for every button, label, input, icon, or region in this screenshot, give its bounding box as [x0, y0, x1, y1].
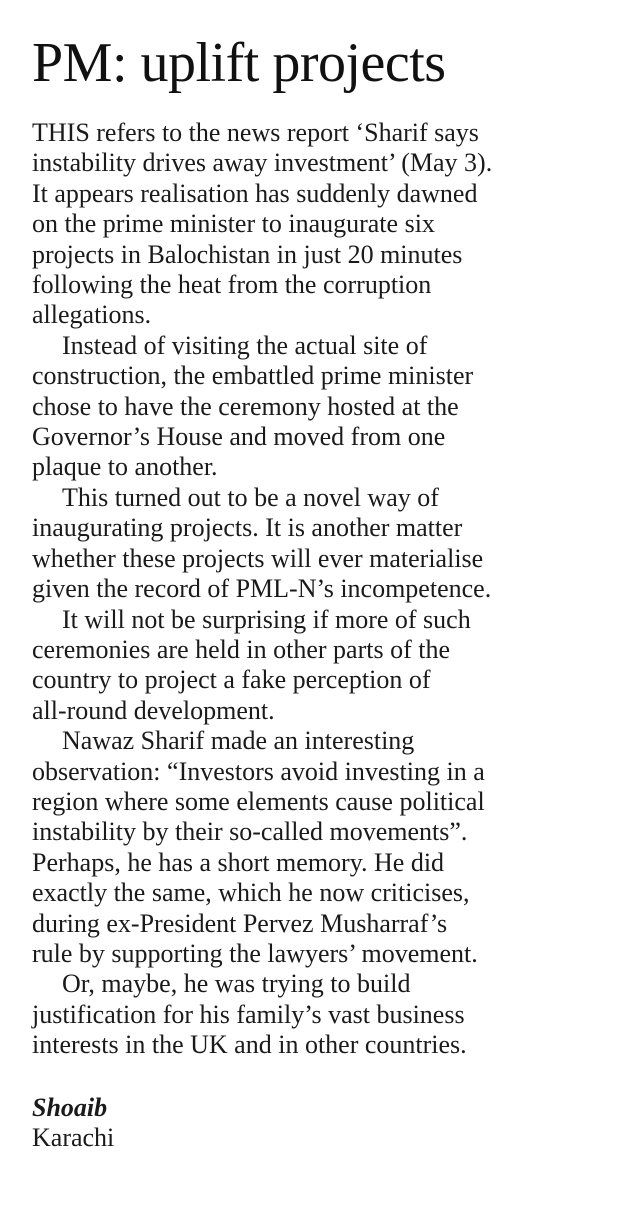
paragraph [32, 605, 622, 727]
text-line: following the heat from the corruption [32, 270, 432, 300]
text-line: during ex-President Pervez Musharraf’s [32, 908, 448, 938]
signature-block [32, 1093, 622, 1153]
paragraph [32, 483, 622, 605]
text-line: whether these projects will ever materialise [32, 543, 484, 573]
paragraph [32, 331, 622, 483]
text-line: rule by supporting the lawyers’ movement. [32, 938, 478, 968]
text-line: inaugurating projects. It is another matter [32, 513, 463, 543]
text-line: plaque to another. [32, 452, 218, 482]
text-line: given the record of PML-N’s incompetence. [32, 574, 492, 604]
text-line: Nawaz Sharif made an interesting [62, 726, 415, 756]
letter-to-editor [32, 0, 622, 1153]
text-line: THIS refers to the news report ‘Sharif says [32, 118, 479, 147]
text-line: chose to have the ceremony hosted at the [32, 391, 459, 421]
headline: PM: uplift projects [32, 32, 446, 94]
paragraph [32, 726, 622, 969]
text-line: instability drives away investment’ (May 3). [32, 148, 493, 178]
text-line: observation: “Investors avoid investing in a [32, 756, 485, 786]
text-line: construction, the embattled prime minister [32, 361, 474, 391]
text-line: region where some elements cause political [32, 786, 485, 816]
text-line: all-round development. [32, 695, 275, 725]
text-line: interests in the UK and in other countries. [32, 1030, 467, 1060]
text-line: It will not be surprising if more of such [62, 604, 471, 634]
text-line: Perhaps, he has a short memory. He did [32, 847, 445, 877]
text-line: on the prime minister to inaugurate six [32, 209, 435, 239]
paragraph [32, 118, 622, 331]
author-name: Shoaib [32, 1092, 108, 1122]
text-line: Governor’s House and moved from one [32, 422, 446, 452]
text-line: projects in Balochistan in just 20 minutes [32, 239, 463, 269]
text-line: country to project a fake perception of [32, 665, 431, 695]
paragraph [32, 969, 622, 1060]
author-location: Karachi [32, 1122, 115, 1152]
text-line: It appears realisation has suddenly dawned [32, 178, 478, 208]
text-line: instability by their so-called movements”. [32, 817, 468, 847]
text-line: ceremonies are held in other parts of the [32, 634, 450, 664]
text-line: This turned out to be a novel way of [62, 482, 439, 512]
text-line: Or, maybe, he was trying to build [62, 969, 411, 999]
text-line: allegations. [32, 300, 152, 330]
text-line: exactly the same, which he now criticises, [32, 878, 470, 908]
letter-body [32, 118, 622, 1061]
text-line: justification for his family’s vast business [32, 999, 465, 1029]
text-line: Instead of visiting the actual site of [62, 330, 428, 360]
